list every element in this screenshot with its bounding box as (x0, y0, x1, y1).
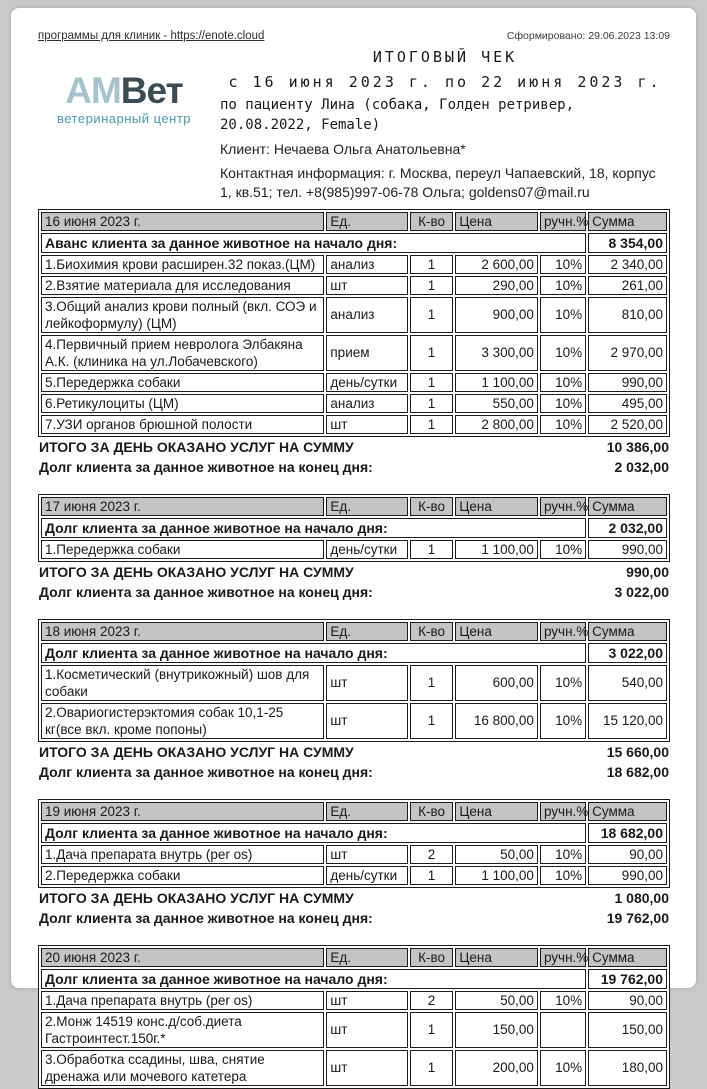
column-header: Ед. (326, 948, 407, 967)
service-price: 150,00 (455, 1012, 538, 1048)
closing-balance-value: 3 022,00 (614, 583, 669, 600)
service-price: 200,00 (455, 1050, 538, 1086)
column-header: ручн.% (540, 212, 586, 231)
service-unit: прием (326, 335, 407, 371)
day-section (38, 619, 670, 782)
service-row (41, 866, 667, 885)
day-section (38, 945, 670, 1089)
patient-line: по пациенту Лина (собака, Голден ретривер, 20.08.2022, Female) (220, 97, 575, 133)
column-header: ручн.% (540, 497, 586, 516)
day-table (38, 945, 670, 1089)
logo-wordmark (38, 72, 210, 109)
service-manual-discount: 10% (540, 394, 586, 413)
date-header-cell: 16 июня 2023 г. (41, 212, 324, 231)
opening-balance-label: Долг клиента за данное животное на начало дня: (41, 823, 586, 843)
service-qty: 1 (410, 335, 454, 371)
opening-balance-label: Долг клиента за данное животное на начало дня: (41, 518, 586, 538)
service-manual-discount: 10% (540, 845, 586, 864)
service-sum: 2 340,00 (588, 255, 667, 274)
service-sum: 180,00 (588, 1050, 667, 1086)
service-manual-discount: 10% (540, 415, 586, 434)
column-header: Сумма (588, 497, 667, 516)
opening-balance-value: 2 032,00 (588, 518, 667, 538)
closing-balance-label: Долг клиента за данное животное на конец дня: (39, 763, 373, 780)
column-header: К-во (410, 497, 454, 516)
opening-balance-value: 3 022,00 (588, 643, 667, 663)
service-unit: анализ (326, 255, 407, 274)
opening-balance-row (41, 518, 667, 538)
day-table (38, 494, 670, 562)
service-manual-discount (540, 1012, 586, 1048)
service-row (41, 540, 667, 559)
service-qty: 1 (410, 276, 454, 295)
service-manual-discount: 10% (540, 373, 586, 392)
column-header: К-во (410, 212, 454, 231)
service-sum: 2 520,00 (588, 415, 667, 434)
column-header: Цена (455, 212, 538, 231)
service-unit: анализ (326, 297, 407, 333)
column-header: Ед. (326, 497, 407, 516)
service-price: 2 800,00 (455, 415, 538, 434)
service-price: 900,00 (455, 297, 538, 333)
service-qty: 1 (410, 866, 454, 885)
clinic-software-link[interactable]: программы для клиник - https://enote.cloud (38, 30, 265, 42)
service-name: 1.Биохимия крови расширен.32 показ.(ЦМ) (41, 255, 324, 274)
day-total-value: 10 386,00 (606, 438, 669, 455)
opening-balance-row (41, 643, 667, 663)
service-sum: 540,00 (588, 665, 667, 701)
day-total-line (38, 888, 670, 908)
column-header: ручн.% (540, 948, 586, 967)
day-total-label: ИТОГО ЗА ДЕНЬ ОКАЗАНО УСЛУГ НА СУММУ (39, 743, 354, 760)
service-manual-discount: 10% (540, 1050, 586, 1086)
service-sum: 810,00 (588, 297, 667, 333)
service-unit: день/сутки (326, 866, 407, 885)
service-manual-discount: 10% (540, 276, 586, 295)
service-unit: шт (326, 665, 407, 701)
service-row (41, 703, 667, 739)
closing-balance-label: Долг клиента за данное животное на конец дня: (39, 583, 373, 600)
document-header (38, 46, 670, 202)
service-name: 1.Дача препарата внутрь (per os) (41, 845, 324, 864)
service-row (41, 276, 667, 295)
day-table (38, 619, 670, 742)
logo-brand-light: АМ (65, 70, 121, 111)
closing-balance-label: Долг клиента за данное животное на конец дня: (39, 458, 373, 475)
closing-balance-value: 2 032,00 (614, 458, 669, 475)
service-qty: 1 (410, 373, 454, 392)
service-manual-discount: 10% (540, 991, 586, 1010)
column-header: Ед. (326, 802, 407, 821)
service-manual-discount: 10% (540, 297, 586, 333)
document-title: ИТОГОВЫЙ ЧЕК (372, 48, 518, 66)
client-line: Клиент: Нечаева Ольга Анатольевна* (220, 141, 466, 158)
service-unit: шт (326, 1050, 407, 1086)
service-price: 550,00 (455, 394, 538, 413)
day-total-value: 15 660,00 (606, 743, 669, 760)
service-row (41, 373, 667, 392)
service-name: 1.Передержка собаки (41, 540, 324, 559)
service-sum: 90,00 (588, 845, 667, 864)
service-unit: день/сутки (326, 373, 407, 392)
service-qty: 1 (410, 297, 454, 333)
service-qty: 1 (410, 703, 454, 739)
table-header-row (41, 212, 667, 231)
date-header-cell: 20 июня 2023 г. (41, 948, 324, 967)
opening-balance-label: Долг клиента за данное животное на начало дня: (41, 643, 586, 663)
column-header: Цена (455, 622, 538, 641)
opening-balance-value: 18 682,00 (588, 823, 667, 843)
opening-balance-row (41, 233, 667, 253)
service-row (41, 415, 667, 434)
service-unit: шт (326, 276, 407, 295)
generated-timestamp: Сформировано: 29.06.2023 13:09 (506, 30, 670, 42)
service-qty: 1 (410, 255, 454, 274)
service-row (41, 1050, 667, 1086)
service-name: 7.УЗИ органов брюшной полости (41, 415, 324, 434)
service-row (41, 665, 667, 701)
service-sum: 261,00 (588, 276, 667, 295)
service-qty: 1 (410, 394, 454, 413)
service-unit: шт (326, 703, 407, 739)
service-unit: шт (326, 415, 407, 434)
day-section (38, 209, 670, 477)
service-name: 2.Взятие материала для исследования (41, 276, 324, 295)
service-manual-discount: 10% (540, 703, 586, 739)
service-qty: 2 (410, 845, 454, 864)
service-row (41, 991, 667, 1010)
service-price: 50,00 (455, 845, 538, 864)
day-table (38, 209, 670, 437)
closing-balance-value: 18 682,00 (606, 763, 669, 780)
service-name: 2.Монж 14519 конс.д/соб.диета Гастроинтест.150г.* (41, 1012, 324, 1048)
service-manual-discount: 10% (540, 255, 586, 274)
service-sum: 990,00 (588, 540, 667, 559)
service-price: 1 100,00 (455, 866, 538, 885)
service-qty: 2 (410, 991, 454, 1010)
day-section (38, 799, 670, 928)
opening-balance-row (41, 823, 667, 843)
service-price: 50,00 (455, 991, 538, 1010)
closing-balance-value: 19 762,00 (606, 909, 669, 926)
opening-balance-value: 19 762,00 (588, 969, 667, 989)
date-header-cell: 19 июня 2023 г. (41, 802, 324, 821)
table-header-row (41, 948, 667, 967)
service-row (41, 335, 667, 371)
opening-balance-value: 8 354,00 (588, 233, 667, 253)
opening-balance-row (41, 969, 667, 989)
column-header: Сумма (588, 948, 667, 967)
closing-balance-line (38, 908, 670, 928)
column-header: Сумма (588, 802, 667, 821)
date-header-cell: 17 июня 2023 г. (41, 497, 324, 516)
table-header-row (41, 622, 667, 641)
date-header-cell: 18 июня 2023 г. (41, 622, 324, 641)
service-sum: 150,00 (588, 1012, 667, 1048)
opening-balance-label: Долг клиента за данное животное на начало дня: (41, 969, 586, 989)
service-name: 3.Обработка ссадины, шва, снятие дренажа или мочевого катетера (41, 1050, 324, 1086)
logo-brand-dark: Вет (120, 70, 183, 111)
column-header: Ед. (326, 622, 407, 641)
service-sum: 990,00 (588, 866, 667, 885)
days-container (38, 209, 670, 1089)
day-total-line (38, 742, 670, 762)
logo-tagline: ветеринарный центр (56, 111, 192, 126)
column-header: К-во (410, 622, 454, 641)
service-row (41, 394, 667, 413)
closing-balance-label: Долг клиента за данное животное на конец дня: (39, 909, 373, 926)
service-price: 1 100,00 (455, 373, 538, 392)
service-manual-discount: 10% (540, 665, 586, 701)
table-header-row (41, 802, 667, 821)
day-total-label: ИТОГО ЗА ДЕНЬ ОКАЗАНО УСЛУГ НА СУММУ (39, 889, 354, 906)
service-row (41, 255, 667, 274)
service-sum: 990,00 (588, 373, 667, 392)
opening-balance-label: Аванс клиента за данное животное на начало дня: (41, 233, 586, 253)
service-row (41, 845, 667, 864)
day-total-label: ИТОГО ЗА ДЕНЬ ОКАЗАНО УСЛУГ НА СУММУ (39, 563, 354, 580)
service-price: 290,00 (455, 276, 538, 295)
top-bar (38, 30, 670, 42)
day-total-line (38, 562, 670, 582)
column-header: Ед. (326, 212, 407, 231)
service-price: 3 300,00 (455, 335, 538, 371)
contact-line: Контактная информация: г. Москва, переул Чапаевский, 18, корпус 1, кв.51; тел. +8(985)997-06-78 Ольга; goldens07@mail.ru (220, 165, 656, 201)
column-header: Цена (455, 802, 538, 821)
service-unit: шт (326, 991, 407, 1010)
service-name: 3.Общий анализ крови полный (вкл. СОЭ и лейкоформулу) (ЦМ) (41, 297, 324, 333)
service-sum: 15 120,00 (588, 703, 667, 739)
day-total-value: 1 080,00 (614, 889, 669, 906)
day-section (38, 494, 670, 602)
service-qty: 1 (410, 1050, 454, 1086)
service-row (41, 297, 667, 333)
service-unit: анализ (326, 394, 407, 413)
service-name: 1.Косметический (внутрикожный) шов для собаки (41, 665, 324, 701)
clinic-logo (38, 72, 210, 202)
service-name: 2.Передержка собаки (41, 866, 324, 885)
service-price: 2 600,00 (455, 255, 538, 274)
service-manual-discount: 10% (540, 866, 586, 885)
service-qty: 1 (410, 540, 454, 559)
closing-balance-line (38, 457, 670, 477)
column-header: Сумма (588, 212, 667, 231)
service-name: 2.Овариогистерэктомия собак 10,1-25 кг(все вкл. кроме попоны) (41, 703, 324, 739)
service-name: 4.Первичный прием невролога Элбакяна А.К. (клиника на ул.Лобачевского) (41, 335, 324, 371)
closing-balance-line (38, 582, 670, 602)
column-header: Сумма (588, 622, 667, 641)
service-sum: 90,00 (588, 991, 667, 1010)
service-sum: 495,00 (588, 394, 667, 413)
closing-balance-line (38, 762, 670, 782)
service-unit: день/сутки (326, 540, 407, 559)
day-table (38, 799, 670, 888)
date-range: с 16 июня 2023 г. по 22 июня 2023 г. (228, 72, 662, 91)
column-header: К-во (410, 802, 454, 821)
service-sum: 2 970,00 (588, 335, 667, 371)
service-price: 600,00 (455, 665, 538, 701)
service-price: 16 800,00 (455, 703, 538, 739)
service-qty: 1 (410, 1012, 454, 1048)
service-qty: 1 (410, 665, 454, 701)
day-total-line (38, 437, 670, 457)
service-name: 1.Дача препарата внутрь (per os) (41, 991, 324, 1010)
service-manual-discount: 10% (540, 335, 586, 371)
service-unit: шт (326, 1012, 407, 1048)
service-unit: шт (326, 845, 407, 864)
service-row (41, 1012, 667, 1048)
service-qty: 1 (410, 415, 454, 434)
service-name: 5.Передержка собаки (41, 373, 324, 392)
table-header-row (41, 497, 667, 516)
receipt-page (11, 8, 696, 1084)
day-total-label: ИТОГО ЗА ДЕНЬ ОКАЗАНО УСЛУГ НА СУММУ (39, 438, 354, 455)
column-header: К-во (410, 948, 454, 967)
day-total-value: 990,00 (626, 563, 669, 580)
service-manual-discount: 10% (540, 540, 586, 559)
column-header: ручн.% (540, 622, 586, 641)
service-price: 1 100,00 (455, 540, 538, 559)
column-header: Цена (455, 497, 538, 516)
column-header: ручн.% (540, 802, 586, 821)
header-text-block (210, 46, 670, 202)
service-name: 6.Ретикулоциты (ЦМ) (41, 394, 324, 413)
column-header: Цена (455, 948, 538, 967)
